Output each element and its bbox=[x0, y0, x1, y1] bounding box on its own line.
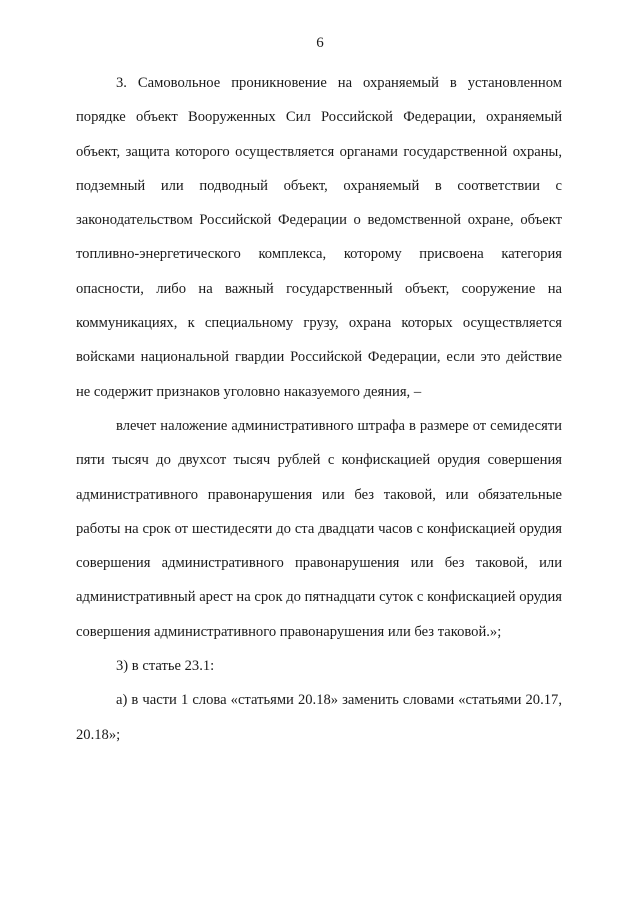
paragraph-amendment-a: а) в части 1 слова «статьями 20.18» заменить словами «статьями 20.17, 20.18»; bbox=[76, 692, 562, 743]
paragraph-article-23-1: 3) в статье 23.1: bbox=[116, 658, 215, 675]
document-body bbox=[76, 66, 562, 752]
paragraph-sanction: влечет наложение административного штрафа в размере от семидесяти пяти тысяч до двухсот тысяч рублей с конфискацией орудия совершения административного правонарушения или без таковой, или обязательные работы на срок от шестидесяти до ста двадцати часов с конфискацией орудия совершения административного правонарушения или без таковой, или административный арест на срок до пятнадцати суток с конфискацией орудия совершения административного правонарушения или без таковой.»; bbox=[76, 417, 562, 640]
page-number: 6 bbox=[316, 35, 324, 51]
paragraph-penalty-clause-3: 3. Самовольное проникновение на охраняемый в установленном порядке объект Вооруженных Сил Российской Федерации, охраняемый объект, защита которого осуществляется органами государственной охраны, подземный или подводный объект, охраняемый в соответствии с законодательством Российской Федерации о ведомственной охране, объект топливно-энергетического комплекса, которому присвоена категория опасности, либо на важный государственный объект, сооружение на коммуникациях, к специальному грузу, охрана которых осуществляется войсками национальной гвардии Российской Федерации, если это действие не содержит признаков уголовно наказуемого деяния, – bbox=[76, 75, 562, 400]
